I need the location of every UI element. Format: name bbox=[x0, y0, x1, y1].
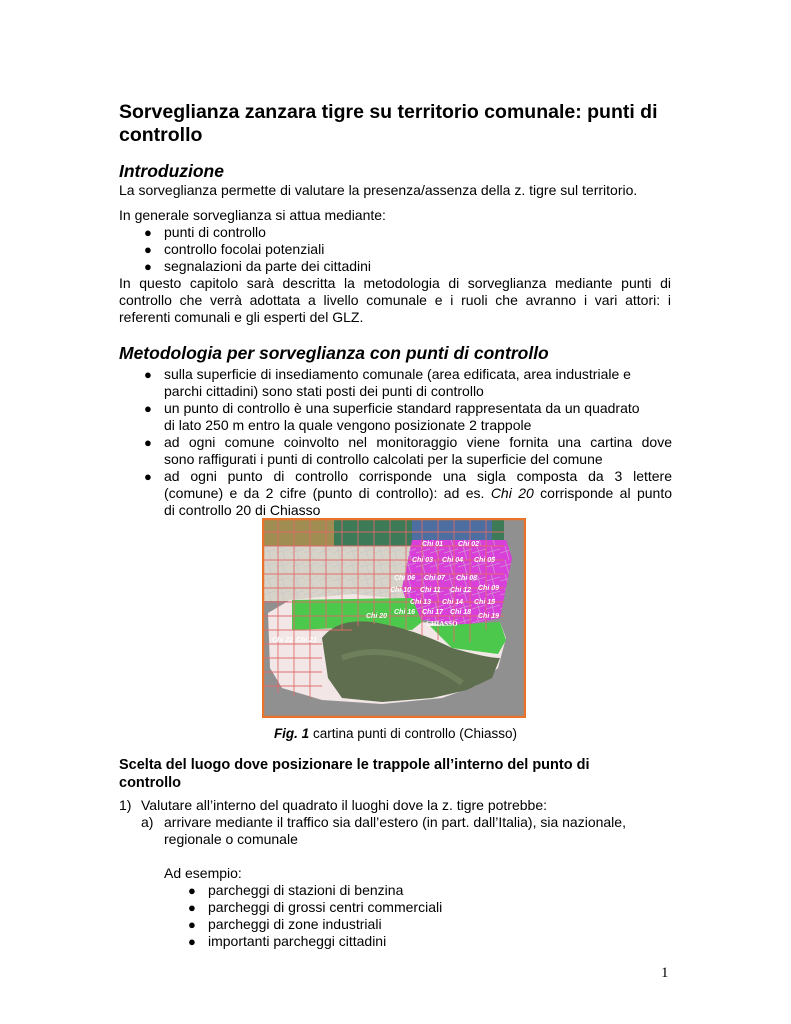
bullet-icon: ● bbox=[144, 469, 152, 484]
map-label: Chi 18 bbox=[450, 609, 472, 616]
map-label: Chi 13 bbox=[410, 599, 432, 606]
map-label: Chi 14 bbox=[442, 599, 464, 606]
page-number: 1 bbox=[661, 965, 669, 981]
page-title: Sorveglianza zanzara tigre su territorio comunale: punti di controllo bbox=[119, 101, 658, 146]
bullet-icon: ● bbox=[144, 242, 152, 257]
map-label: Chi 19 bbox=[478, 613, 500, 620]
map-label: Chi 22 bbox=[272, 637, 294, 644]
bullet-icon: ● bbox=[144, 367, 152, 382]
bullet-icon: ● bbox=[188, 900, 196, 915]
intro-paragraph-3-line-3: referenti comunali e gli esperti del GLZ. bbox=[119, 309, 364, 325]
intro-paragraph-3-line-1: In questo capitolo sarà descritta la metodologia di sorveglianza mediante punti di bbox=[119, 275, 671, 291]
map-label: Chi 20 bbox=[366, 613, 388, 620]
map-label: Chi 11 bbox=[420, 587, 441, 594]
intro-paragraph-2: In generale sorveglianza si attua mediante: bbox=[119, 207, 386, 223]
bullet-icon: ● bbox=[144, 259, 152, 274]
map-label: Chi 08 bbox=[456, 575, 478, 582]
map-label: Chi 12 bbox=[450, 587, 472, 594]
map-label: Chi 01 bbox=[422, 541, 444, 548]
bullet-icon: ● bbox=[144, 225, 152, 240]
map-label: Chi 10 bbox=[390, 587, 412, 594]
map-label: Chi 17 bbox=[422, 609, 444, 616]
document-page: Sorveglianza zanzara tigre su territorio comunale: punti di controllo Introduzione La sorveglianza permette di valutare la presenza/assenza della z. tigre sul territorio. In generale sorveglianza si attua mediante: ● punti di controllo ● controllo focolai potenziali ● segnalazioni da parte dei cittadini In questo capitolo sarà descritta la metodologia di sorveglianza mediante punti di controllo che verrà adottata a livello comunale e i ruoli che avranno i vari attori: i referenti comunali e gli esperti del GLZ. Metodologia per sorveglianza con punti di controllo ● sulla superficie di insediamento comunale (area edificata, area industriale e parchi cittadini) sono stati posti dei punti di controllo ● un punto di controllo è una superficie standard rappresentata da un quadrato di lato 250 m entro la quale vengono posizionate 2 trappole ● ad ogni comune coinvolto nel monitoraggio viene fornita una cartina dove sono raffigurati i punti di controllo calcolati per la superficie del comune ● ad ogni punto di controllo corrisponde una sigla composta da 3 lettere (comune) e da 2 cifre (punto di controllo): ad es. Chi 20 corrisponde al punto di controllo 20 di Chiasso Chi 01 Chi 02 Chi 03 Chi 04 Chi 05 Chi 06 Chi 07 Chi 08 Chi 09 Chi 10 Chi 11 Chi 12 Chi 13 Chi 14 Chi 15 Chi 16 Chi 17 Chi 18 Chi 19 Chi 20 Chi 21 Chi 22 CHIASSO Fig. 1 cartina punti di controllo (Chiasso) Scelta del luogo dove posizionare le trappole all’interno del punto di controllo 1) Valutare all’interno del quadrato il luoghi dove la z. tigre potrebbe: a) arrivare mediante il traffico sia dall’estero (in part. dall’Italia), sia nazionale, regionale o comunale Ad esempio: ● parcheggi di stazioni di benzina ● parcheggi di grossi centri commerciali ● parcheggi di zone industriali ● importanti parcheggi cittadini 1 bbox=[0, 0, 791, 1024]
bullet-icon: ● bbox=[188, 917, 196, 932]
map-image bbox=[262, 518, 526, 718]
lettered-item-a: a) arrivare mediante il traffico sia dall’estero (in part. dall’Italia), sia nazionale, regionale o comunale bbox=[141, 814, 626, 847]
method-heading: Metodologia per sorveglianza con punti di controllo bbox=[119, 343, 549, 363]
map-label: Chi 15 bbox=[474, 599, 496, 606]
bullet-icon: ● bbox=[188, 934, 196, 949]
bullet-icon: ● bbox=[144, 401, 152, 416]
intro-heading: Introduzione bbox=[119, 161, 224, 181]
choice-heading: Scelta del luogo dove posizionare le trappole all’interno del punto di controllo bbox=[119, 757, 590, 791]
bullet-icon: ● bbox=[144, 435, 152, 450]
example-label: Ad esempio: bbox=[164, 865, 242, 881]
map-label: Chi 07 bbox=[424, 575, 446, 582]
map-label: Chi 02 bbox=[458, 541, 480, 548]
intro-paragraph-3-line-2: controllo che verrà adottata a livello comunale e i ruoli che avranno i vari attori: i bbox=[119, 292, 671, 308]
map-label: Chi 04 bbox=[442, 557, 464, 564]
map-label: Chi 16 bbox=[394, 609, 416, 616]
map-label: Chi 09 bbox=[478, 585, 500, 592]
bullet-icon: ● bbox=[188, 883, 196, 898]
map-label: Chi 06 bbox=[394, 575, 416, 582]
map-label: Chi 21 bbox=[296, 637, 318, 644]
numbered-item-1: 1) Valutare all’interno del quadrato il luoghi dove la z. tigre potrebbe: bbox=[119, 797, 547, 813]
control-points-map bbox=[262, 518, 526, 718]
intro-paragraph-1: La sorveglianza permette di valutare la presenza/assenza della z. tigre sul territorio. bbox=[119, 182, 638, 198]
figure-caption: Fig. 1 cartina punti di controllo (Chiasso) bbox=[273, 726, 518, 741]
map-label: Chi 03 bbox=[412, 557, 434, 564]
map-label: Chi 05 bbox=[474, 557, 496, 564]
map-town-label: CHIASSO bbox=[426, 620, 458, 628]
